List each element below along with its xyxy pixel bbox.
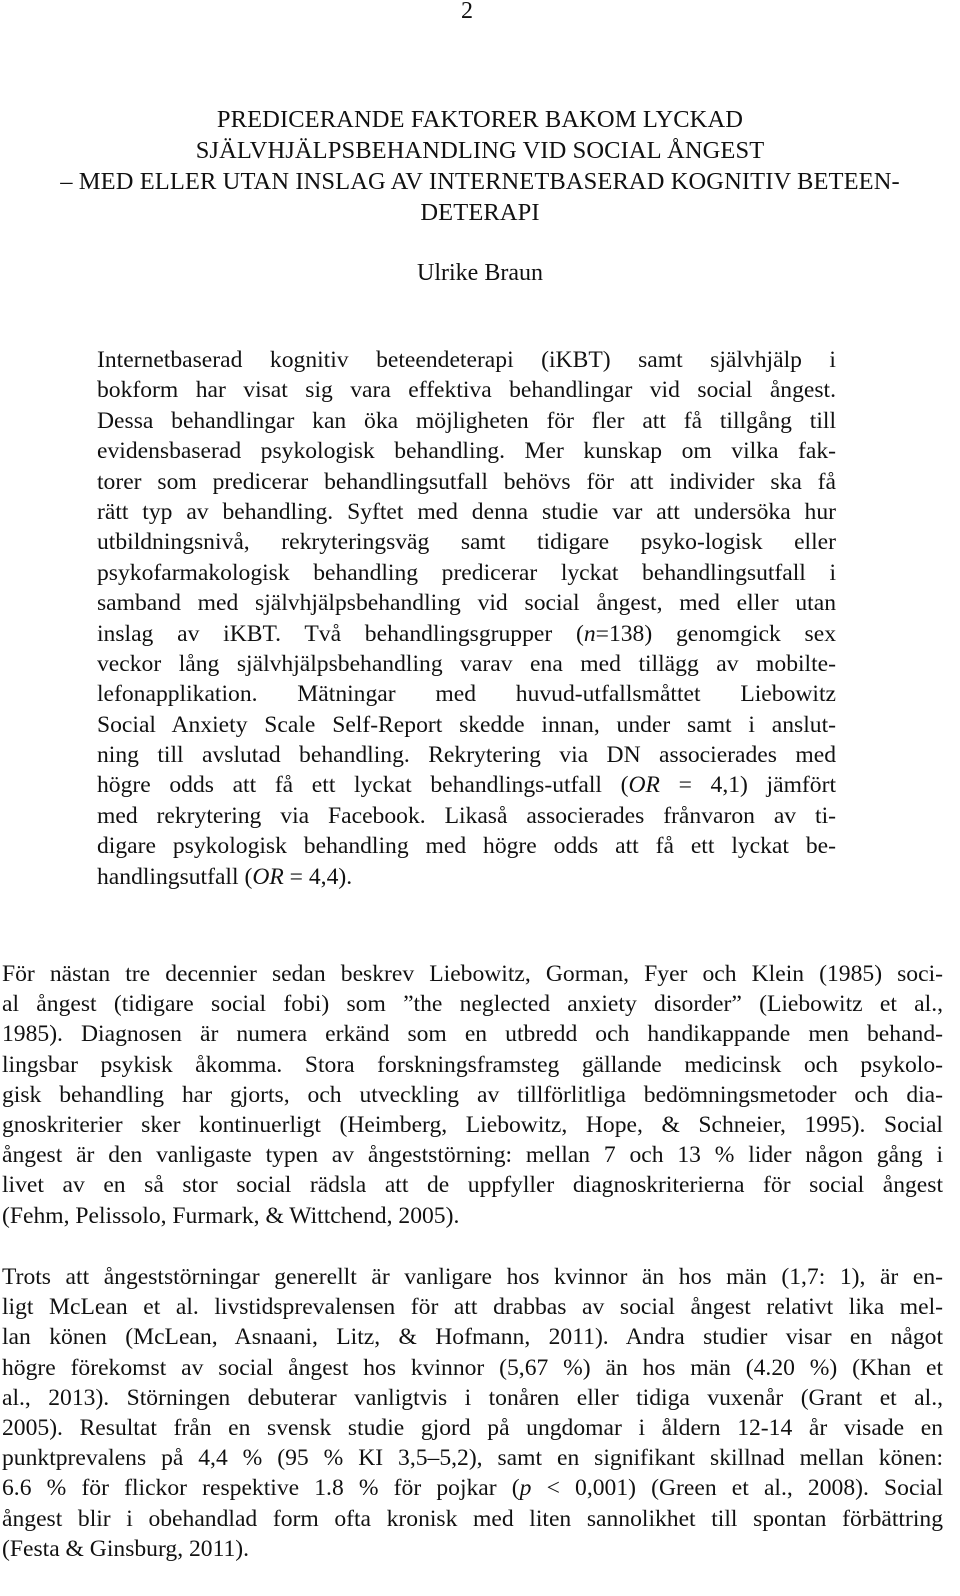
text-line: ning till avslutad behandling. Rekrytering via DN associerades med	[97, 742, 836, 769]
text-line: utbildningsnivå, rekryteringsväg samt tidigare psyko-logisk eller	[97, 529, 836, 556]
text-line: al., 2013). Störningen debuterar vanligtvis i tonåren eller tidiga vuxenår (Grant et al.,	[2, 1384, 943, 1411]
text-line: Social Anxiety Scale Self-Report skedde innan, under samt i anslut-	[97, 711, 836, 738]
body-paragraph-1	[2, 959, 943, 1231]
text-line: punktprevalens på 4,4 % (95 % KI 3,5–5,2), samt en signifikant skillnad mellan könen:	[2, 1445, 943, 1472]
text-line: rätt typ av behandling. Syftet med denna studie var att undersöka hur	[97, 498, 836, 525]
title-line: – MED ELLER UTAN INSLAG AV INTERNETBASERAD KOGNITIV BETEEN-	[60, 168, 900, 195]
title-line: DETERAPI	[420, 199, 540, 226]
text-line: lefonapplikation. Mätningar med huvud-utfallsmåttet Liebowitz	[97, 681, 836, 708]
text-line: gnoskriterier sker kontinuerligt (Heimberg, Liebowitz, Hope, & Schneier, 1995). Social	[2, 1111, 943, 1138]
text-line: Internetbaserad kognitiv beteendeterapi (iKBT) samt självhjälp i	[97, 347, 836, 373]
text-line: inslag av iKBT. Två behandlingsgrupper (n=138) genomgick sex	[97, 620, 836, 647]
text-line: Trots att ångeststörningar generellt är vanligare hos kvinnor än hos män (1,7: 1), är en-	[2, 1264, 943, 1290]
text-line: ligt McLean et al. livstidsprevalensen för att drabbas av social ångest relativt lika mel-	[2, 1294, 943, 1321]
text-line: högre odds att få ett lyckat behandlings-utfall (OR = 4,1) jämfört	[97, 772, 837, 799]
text-line: 2005). Resultat från en svensk studie gjord på ungdomar i åldern 12-14 år visade en	[2, 1414, 943, 1441]
text-line: bokform har visat sig vara effektiva behandlingar vid social ångest.	[97, 377, 836, 404]
text-line: (Fehm, Pelissolo, Furmark, & Wittchend, 2005).	[2, 1202, 460, 1229]
text-line: al ångest (tidigare social fobi) som ”the neglected anxiety disorder” (Liebowitz et al.,	[2, 991, 943, 1018]
text-line: digare psykologisk behandling med högre odds att få ett lyckat be-	[97, 833, 836, 860]
text-line: med rekrytering via Facebook. Likaså associerades frånvaron av ti-	[97, 802, 836, 829]
text-line: handlingsutfall (OR = 4,4).	[97, 863, 353, 890]
text-line: psykofarmakologisk behandling predicerar lyckat behandlingsutfall i	[97, 559, 836, 586]
title-line: SJÄLVHJÄLPSBEHANDLING VID SOCIAL ÅNGEST	[195, 137, 765, 164]
text-line: högre förekomst av social ångest hos kvinnor (5,67 %) än hos män (4.20 %) (Khan et	[2, 1354, 943, 1381]
paper-title	[0, 104, 960, 228]
body-paragraph-2	[2, 1262, 943, 1564]
text-line: torer som predicerar behandlingsutfall behövs för att individer ska få	[97, 468, 836, 495]
text-line: ångest blir i obehandlad form ofta kronisk med liten sannolikhet till spontan förbättring	[2, 1505, 943, 1532]
text-line: (Festa & Ginsburg, 2011).	[2, 1535, 250, 1562]
text-line: Dessa behandlingar kan öka möjligheten för fler att få tillgång till	[97, 407, 836, 434]
text-line: livet av en så stor social rädsla att de uppfyller diagnoskriterierna för social ångest	[2, 1172, 943, 1199]
text-line: samband med självhjälpsbehandling vid social ångest, med eller utan	[97, 590, 836, 617]
page-number: 2	[461, 0, 473, 24]
text-line: För nästan tre decennier sedan beskrev Liebowitz, Gorman, Fyer och Klein (1985) soci-	[2, 961, 943, 987]
text-line: gisk behandling har gjorts, och utveckling av tillförlitliga bedömningsmetoder och dia-	[2, 1081, 943, 1108]
title-line: PREDICERANDE FAKTORER BAKOM LYCKAD	[216, 106, 744, 133]
text-line: lingsbar psykisk åkomma. Stora forskningsframsteg gällande medicinsk och psykolo-	[2, 1051, 943, 1078]
text-line: 6.6 % för flickor respektive 1.8 % för pojkar (p < 0,001) (Green et al., 2008). Social	[2, 1475, 943, 1502]
text-line: lan könen (McLean, Asnaani, Litz, & Hofmann, 2011). Andra studier visar en något	[2, 1324, 943, 1351]
text-line: 1985). Diagnosen är numera erkänd som en utbredd och handikappande men behand-	[2, 1021, 943, 1048]
author-name: Ulrike Braun	[417, 260, 543, 286]
abstract	[97, 345, 836, 892]
text-line: ångest är den vanligaste typen av ångeststörning: mellan 7 och 13 % lider någon gång i	[2, 1142, 943, 1169]
text-line: evidensbaserad psykologisk behandling. Mer kunskap om vilka fak-	[97, 438, 836, 465]
text-line: veckor lång självhjälpsbehandling varav ena med tillägg av mobilte-	[97, 650, 836, 677]
